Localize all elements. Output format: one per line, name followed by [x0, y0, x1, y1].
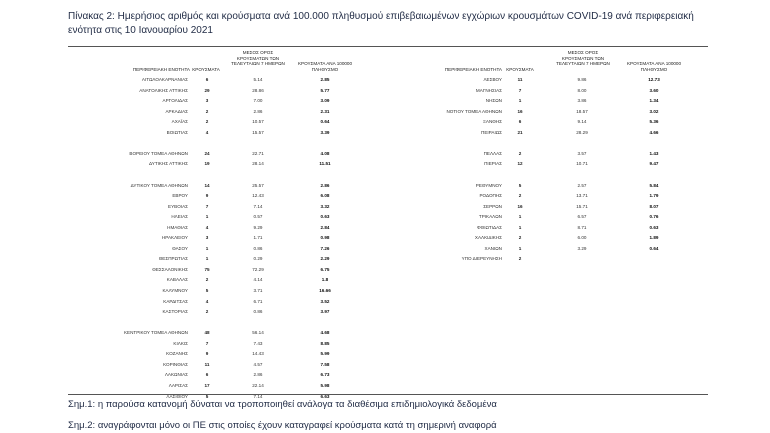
caption-line-2: ενότητα στις 10 Ιανουαρίου 2021 — [68, 25, 213, 36]
cell-cases: 17 — [204, 382, 210, 388]
cell-name: ΚΑΒΑΛΑΣ — [166, 277, 188, 283]
cell-name: ΧΑΛΚΙΔΙΚΗΣ — [474, 235, 502, 241]
cell-rate: 3.09 — [320, 98, 330, 104]
cell-cases: 75 — [204, 266, 210, 272]
cell-avg: 15.71 — [576, 203, 588, 209]
cell-rate: 3.32 — [320, 203, 330, 209]
cell-name: ΚΟΡΙΝΘΙΑΣ — [163, 361, 188, 367]
cell-cases: 2 — [205, 277, 209, 283]
cell-name: ΠΕΙΡΑΙΩΣ — [481, 129, 502, 135]
cell-cases: 1 — [518, 98, 522, 104]
cell-avg: 3.57 — [577, 150, 587, 156]
cell-avg: 6.57 — [577, 214, 587, 220]
cell-name: ΝΟΤΙΟΥ ΤΟΜΕΑ ΑΘΗΝΩΝ — [446, 108, 502, 114]
cell-name: ΗΡΑΚΛΕΙΟΥ — [161, 235, 188, 241]
cell-name: ΦΘΙΩΤΙΔΑΣ — [476, 224, 502, 230]
cell-cases: 2 — [205, 108, 209, 114]
cell-name: ΒΟΡΕΙΟΥ ΤΟΜΕΑ ΑΘΗΝΩΝ — [129, 150, 188, 156]
cell-rate: 5.36 — [649, 119, 659, 125]
cell-avg: 3.86 — [577, 98, 587, 104]
cell-avg: 8.00 — [577, 87, 587, 93]
cell-rate: 0.63 — [320, 214, 330, 220]
cell-avg: 25.57 — [252, 182, 264, 188]
cell-name: ΔΥΤΙΚΗΣ ΑΤΤΙΚΗΣ — [149, 161, 188, 167]
cell-name: ΚΑΣΤΟΡΙΑΣ — [162, 309, 188, 315]
cell-cases: 11 — [517, 77, 523, 82]
cell-rate: 8.85 — [320, 340, 330, 346]
cell-rate: 4.08 — [320, 150, 330, 156]
right-header-rate: ΚΡΟΥΣΜΑΤΑ ΑΝΑ 100000 ΠΛΗΘΥΣΜΟ — [626, 61, 682, 72]
cell-name: ΝΗΣΩΝ — [485, 98, 502, 104]
cell-rate: 1.79 — [649, 193, 659, 199]
left-header-rate: ΚΡΟΥΣΜΑΤΑ ΑΝΑ 100000 ΠΛΗΘΥΣΜΟ — [297, 61, 353, 72]
cell-name: ΛΑΣΙΘΙΟΥ — [166, 393, 188, 399]
cell-rate: 5.77 — [320, 87, 330, 93]
cell-avg: 22.71 — [252, 150, 264, 156]
cell-avg: 1.71 — [253, 235, 263, 241]
cell-cases: 2 — [205, 119, 209, 125]
cell-cases: 6 — [205, 77, 209, 82]
cell-avg: 6.00 — [577, 235, 587, 241]
cell-cases: 9 — [205, 351, 209, 357]
cell-avg: 5.14 — [253, 77, 263, 82]
cell-avg: 4.14 — [253, 277, 263, 283]
cell-cases: 7 — [518, 87, 522, 93]
cell-rate: 8.07 — [649, 203, 659, 209]
cell-cases: 5 — [518, 182, 522, 188]
cell-avg: 9.14 — [577, 119, 587, 125]
cell-rate: 7.26 — [320, 245, 330, 251]
note-2: Σημ.2: αναγράφονται μόνο οι ΠΕ στις οποίες έχουν καταγραφεί κρούσματα κατά τη σημερινή αναφορά — [68, 420, 497, 431]
cell-cases: 1 — [205, 214, 209, 220]
cell-avg: 0.86 — [253, 309, 263, 315]
table-caption — [68, 10, 748, 38]
left-header-region: ΠΕΡΙΦΕΡΕΙΑΚΗ ΕΝΟΤΗΤΑ — [132, 67, 190, 72]
cell-avg: 0.57 — [253, 214, 263, 220]
cell-cases: 11 — [204, 361, 210, 367]
left-header-cases: ΚΡΟΥΣΜΑΤΑ — [192, 67, 220, 72]
cell-name: ΔΥΤΙΚΟΥ ΤΟΜΕΑ ΑΘΗΝΩΝ — [130, 182, 188, 188]
cell-avg: 8.71 — [577, 224, 587, 230]
cell-rate: 2.31 — [320, 108, 330, 114]
cell-avg: 56.14 — [252, 330, 264, 336]
cell-name: ΞΑΝΘΗΣ — [482, 119, 502, 125]
cell-name: ΧΑΝΙΩΝ — [484, 245, 502, 251]
cell-cases: 7 — [205, 203, 209, 209]
cell-cases: 29 — [204, 87, 210, 93]
cell-rate: 2.86 — [320, 182, 330, 188]
cell-cases: 6 — [205, 372, 209, 378]
cell-avg: 14.43 — [252, 351, 264, 357]
cell-rate: 1.89 — [649, 235, 659, 241]
cell-rate: 4.66 — [649, 129, 659, 135]
cell-name: ΥΠΟ ΔΙΕΡΕΥΝΗΣΗ — [461, 256, 502, 262]
cell-avg: 9.29 — [253, 224, 263, 230]
cell-rate: 0.98 — [320, 235, 330, 241]
cell-name: ΛΕΣΒΟΥ — [483, 77, 502, 82]
cell-rate: 2.29 — [320, 256, 330, 262]
right-header-region: ΠΕΡΙΦΕΡΕΙΑΚΗ ΕΝΟΤΗΤΑ — [444, 67, 502, 72]
cell-name: ΕΥΒΟΙΑΣ — [168, 203, 188, 209]
cell-rate: 3.52 — [320, 298, 330, 304]
caption-line-1: Πίνακας 2: Ημερήσιος αριθμός και κρούσματα ανά 100.000 πληθυσμού επιβεβαιωμένων εγχώριων κρουσμάτων COVID-19 ανά περιφερειακή — [68, 11, 694, 22]
cell-name: ΡΟΔΟΠΗΣ — [479, 193, 502, 199]
cell-name: ΑΡΚΑΔΙΑΣ — [165, 108, 188, 114]
cell-name: ΒΟΙΩΤΙΑΣ — [166, 129, 188, 135]
left-header-avg: ΜΕΣΟΣ ΟΡΟΣ ΚΡΟΥΣΜΑΤΩΝ ΤΩΝ ΤΕΛΕΥΤΑΙΩΝ 7 ΗΜΕΡΩΝ — [231, 50, 285, 66]
cell-avg: 2.57 — [577, 182, 587, 188]
cell-rate: 5.98 — [320, 382, 330, 388]
cell-cases: 16 — [517, 108, 523, 114]
cell-name: ΚΕΝΤΡΙΚΟΥ ΤΟΜΕΑ ΑΘΗΝΩΝ — [123, 330, 188, 336]
cell-name: ΘΕΣΣΑΛΟΝΙΚΗΣ — [152, 266, 188, 272]
cell-rate: 6.63 — [320, 393, 330, 399]
table-bottom-rule — [68, 394, 708, 395]
cell-name: ΚΟΖΑΝΗΣ — [166, 351, 188, 357]
cell-rate: 1.34 — [649, 98, 659, 104]
cell-name: ΘΑΣΟΥ — [172, 245, 188, 251]
cell-cases: 1 — [518, 245, 522, 251]
cell-cases: 16 — [517, 203, 523, 209]
cell-cases: 5 — [205, 393, 209, 399]
cell-cases: 2 — [205, 309, 209, 315]
cell-avg: 7.14 — [253, 203, 263, 209]
cell-cases: 19 — [204, 161, 210, 167]
cell-cases: 24 — [204, 150, 210, 156]
cell-avg: 3.29 — [577, 245, 587, 251]
cell-rate: 2.85 — [320, 77, 330, 82]
cell-name: ΣΕΡΡΩΝ — [483, 203, 502, 209]
cell-cases: 4 — [205, 298, 209, 304]
cell-cases: 4 — [205, 129, 209, 135]
cell-avg: 13.71 — [576, 193, 588, 199]
cell-rate: 1.43 — [649, 150, 659, 156]
cell-name: ΚΑΛΥΜΝΟΥ — [162, 288, 188, 293]
cell-name: ΚΙΛΚΙΣ — [173, 340, 188, 346]
cell-cases: 7 — [205, 340, 209, 346]
cell-avg: 3.71 — [253, 288, 263, 293]
cell-name: ΕΒΡΟΥ — [172, 193, 188, 199]
cell-avg: 28.29 — [576, 129, 588, 135]
cell-avg: 6.71 — [253, 298, 263, 304]
cell-cases: 48 — [204, 330, 210, 336]
cell-cases: 2 — [518, 256, 522, 262]
cell-rate: 7.58 — [320, 361, 330, 367]
cell-name: ΜΑΓΝΗΣΙΑΣ — [475, 87, 502, 93]
cell-avg: 7.14 — [253, 393, 263, 399]
cell-name: ΑΙΤΩΛΟΑΚΑΡΝΑΝΙΑΣ — [141, 77, 188, 82]
cell-name: ΗΛΕΙΑΣ — [171, 214, 188, 220]
cell-rate: 3.02 — [649, 108, 659, 114]
cell-name: ΘΕΣΠΡΩΤΙΑΣ — [158, 256, 188, 262]
cell-cases: 1 — [205, 256, 209, 262]
cell-avg: 0.86 — [253, 245, 263, 251]
header-top-rule — [68, 46, 708, 47]
cell-cases: 5 — [205, 288, 209, 293]
cell-avg: 72.29 — [252, 266, 264, 272]
note-1: Σημ.1: η παρούσα κατανομή δύναται να τροποποιηθεί ανάλογα τα διαθέσιμα επιδημιολογικά δεδομένα — [68, 399, 497, 410]
cell-avg: 10.57 — [252, 119, 264, 125]
cell-name: ΑΧΑΪΑΣ — [171, 119, 188, 125]
right-header-cases: ΚΡΟΥΣΜΑΤΑ — [506, 67, 534, 72]
cell-cases: 12 — [517, 161, 523, 167]
cell-rate: 9.47 — [649, 161, 659, 167]
cell-cases: 2 — [518, 193, 522, 199]
cell-name: ΛΑΡΙΣΑΣ — [168, 382, 188, 388]
cell-avg: 28.14 — [252, 161, 264, 167]
cell-name: ΠΙΕΡΙΑΣ — [484, 161, 502, 167]
cell-avg: 15.57 — [252, 129, 264, 135]
cell-avg: 2.86 — [253, 108, 263, 114]
cell-rate: 0.63 — [649, 224, 659, 230]
cell-cases: 9 — [205, 193, 209, 199]
cell-cases: 14 — [204, 182, 210, 188]
cell-name: ΑΝΑΤΟΛΙΚΗΣ ΑΤΤΙΚΗΣ — [139, 87, 188, 93]
cell-rate: 0.64 — [320, 119, 330, 125]
cell-cases: 6 — [518, 119, 522, 125]
cell-name: ΑΡΓΟΛΙΔΑΣ — [162, 98, 188, 104]
cell-rate: 4.68 — [320, 330, 330, 336]
cell-rate: 6.75 — [320, 266, 330, 272]
cell-avg: 22.14 — [252, 382, 264, 388]
cell-avg: 7.00 — [253, 98, 263, 104]
cell-rate: 16.66 — [319, 288, 331, 293]
right-header-avg: ΜΕΣΟΣ ΟΡΟΣ ΚΡΟΥΣΜΑΤΩΝ ΤΩΝ ΤΕΛΕΥΤΑΙΩΝ 7 ΗΜΕΡΩΝ — [556, 50, 610, 66]
cell-cases: 1 — [205, 245, 209, 251]
cell-name: ΛΑΚΩΝΙΑΣ — [164, 372, 188, 378]
cell-name: ΠΕΛΛΑΣ — [483, 150, 502, 156]
cell-rate: 1.8 — [321, 277, 329, 283]
cell-rate: 2.84 — [320, 224, 330, 230]
cell-avg: 2.86 — [253, 372, 263, 378]
cell-rate: 3.97 — [320, 309, 330, 315]
cell-avg: 12.43 — [252, 193, 264, 199]
cell-name: ΤΡΙΚΑΛΩΝ — [478, 214, 502, 220]
cell-cases: 3 — [205, 98, 209, 104]
cell-avg: 0.29 — [253, 256, 263, 262]
cell-rate: 5.84 — [649, 182, 659, 188]
cell-rate: 11.51 — [319, 161, 331, 167]
cell-avg: 28.86 — [252, 87, 264, 93]
cell-cases: 2 — [518, 235, 522, 241]
cell-rate: 3.60 — [649, 87, 659, 93]
cell-rate: 0.64 — [649, 245, 659, 251]
cell-rate: 6.73 — [320, 372, 330, 378]
cell-name: ΗΜΑΘΙΑΣ — [167, 224, 188, 230]
cell-avg: 7.43 — [253, 340, 263, 346]
cell-rate: 3.39 — [320, 129, 330, 135]
cell-rate: 5.99 — [320, 351, 330, 357]
cell-avg: 9.86 — [577, 77, 587, 82]
cell-cases: 2 — [518, 150, 522, 156]
cell-name: ΡΕΘΥΜΝΟΥ — [475, 182, 502, 188]
cell-avg: 10.71 — [576, 161, 588, 167]
cell-avg: 4.57 — [253, 361, 263, 367]
cell-name: ΚΑΡΔΙΤΣΑΣ — [163, 298, 188, 304]
cell-cases: 1 — [518, 214, 522, 220]
cell-rate: 0.76 — [649, 214, 659, 220]
cell-rate: 12.73 — [648, 77, 660, 82]
cell-cases: 21 — [517, 129, 523, 135]
cell-rate: 6.08 — [320, 193, 330, 199]
cell-avg: 18.57 — [576, 108, 588, 114]
cell-cases: 1 — [518, 224, 522, 230]
cell-cases: 4 — [205, 224, 209, 230]
cell-cases: 3 — [205, 235, 209, 241]
